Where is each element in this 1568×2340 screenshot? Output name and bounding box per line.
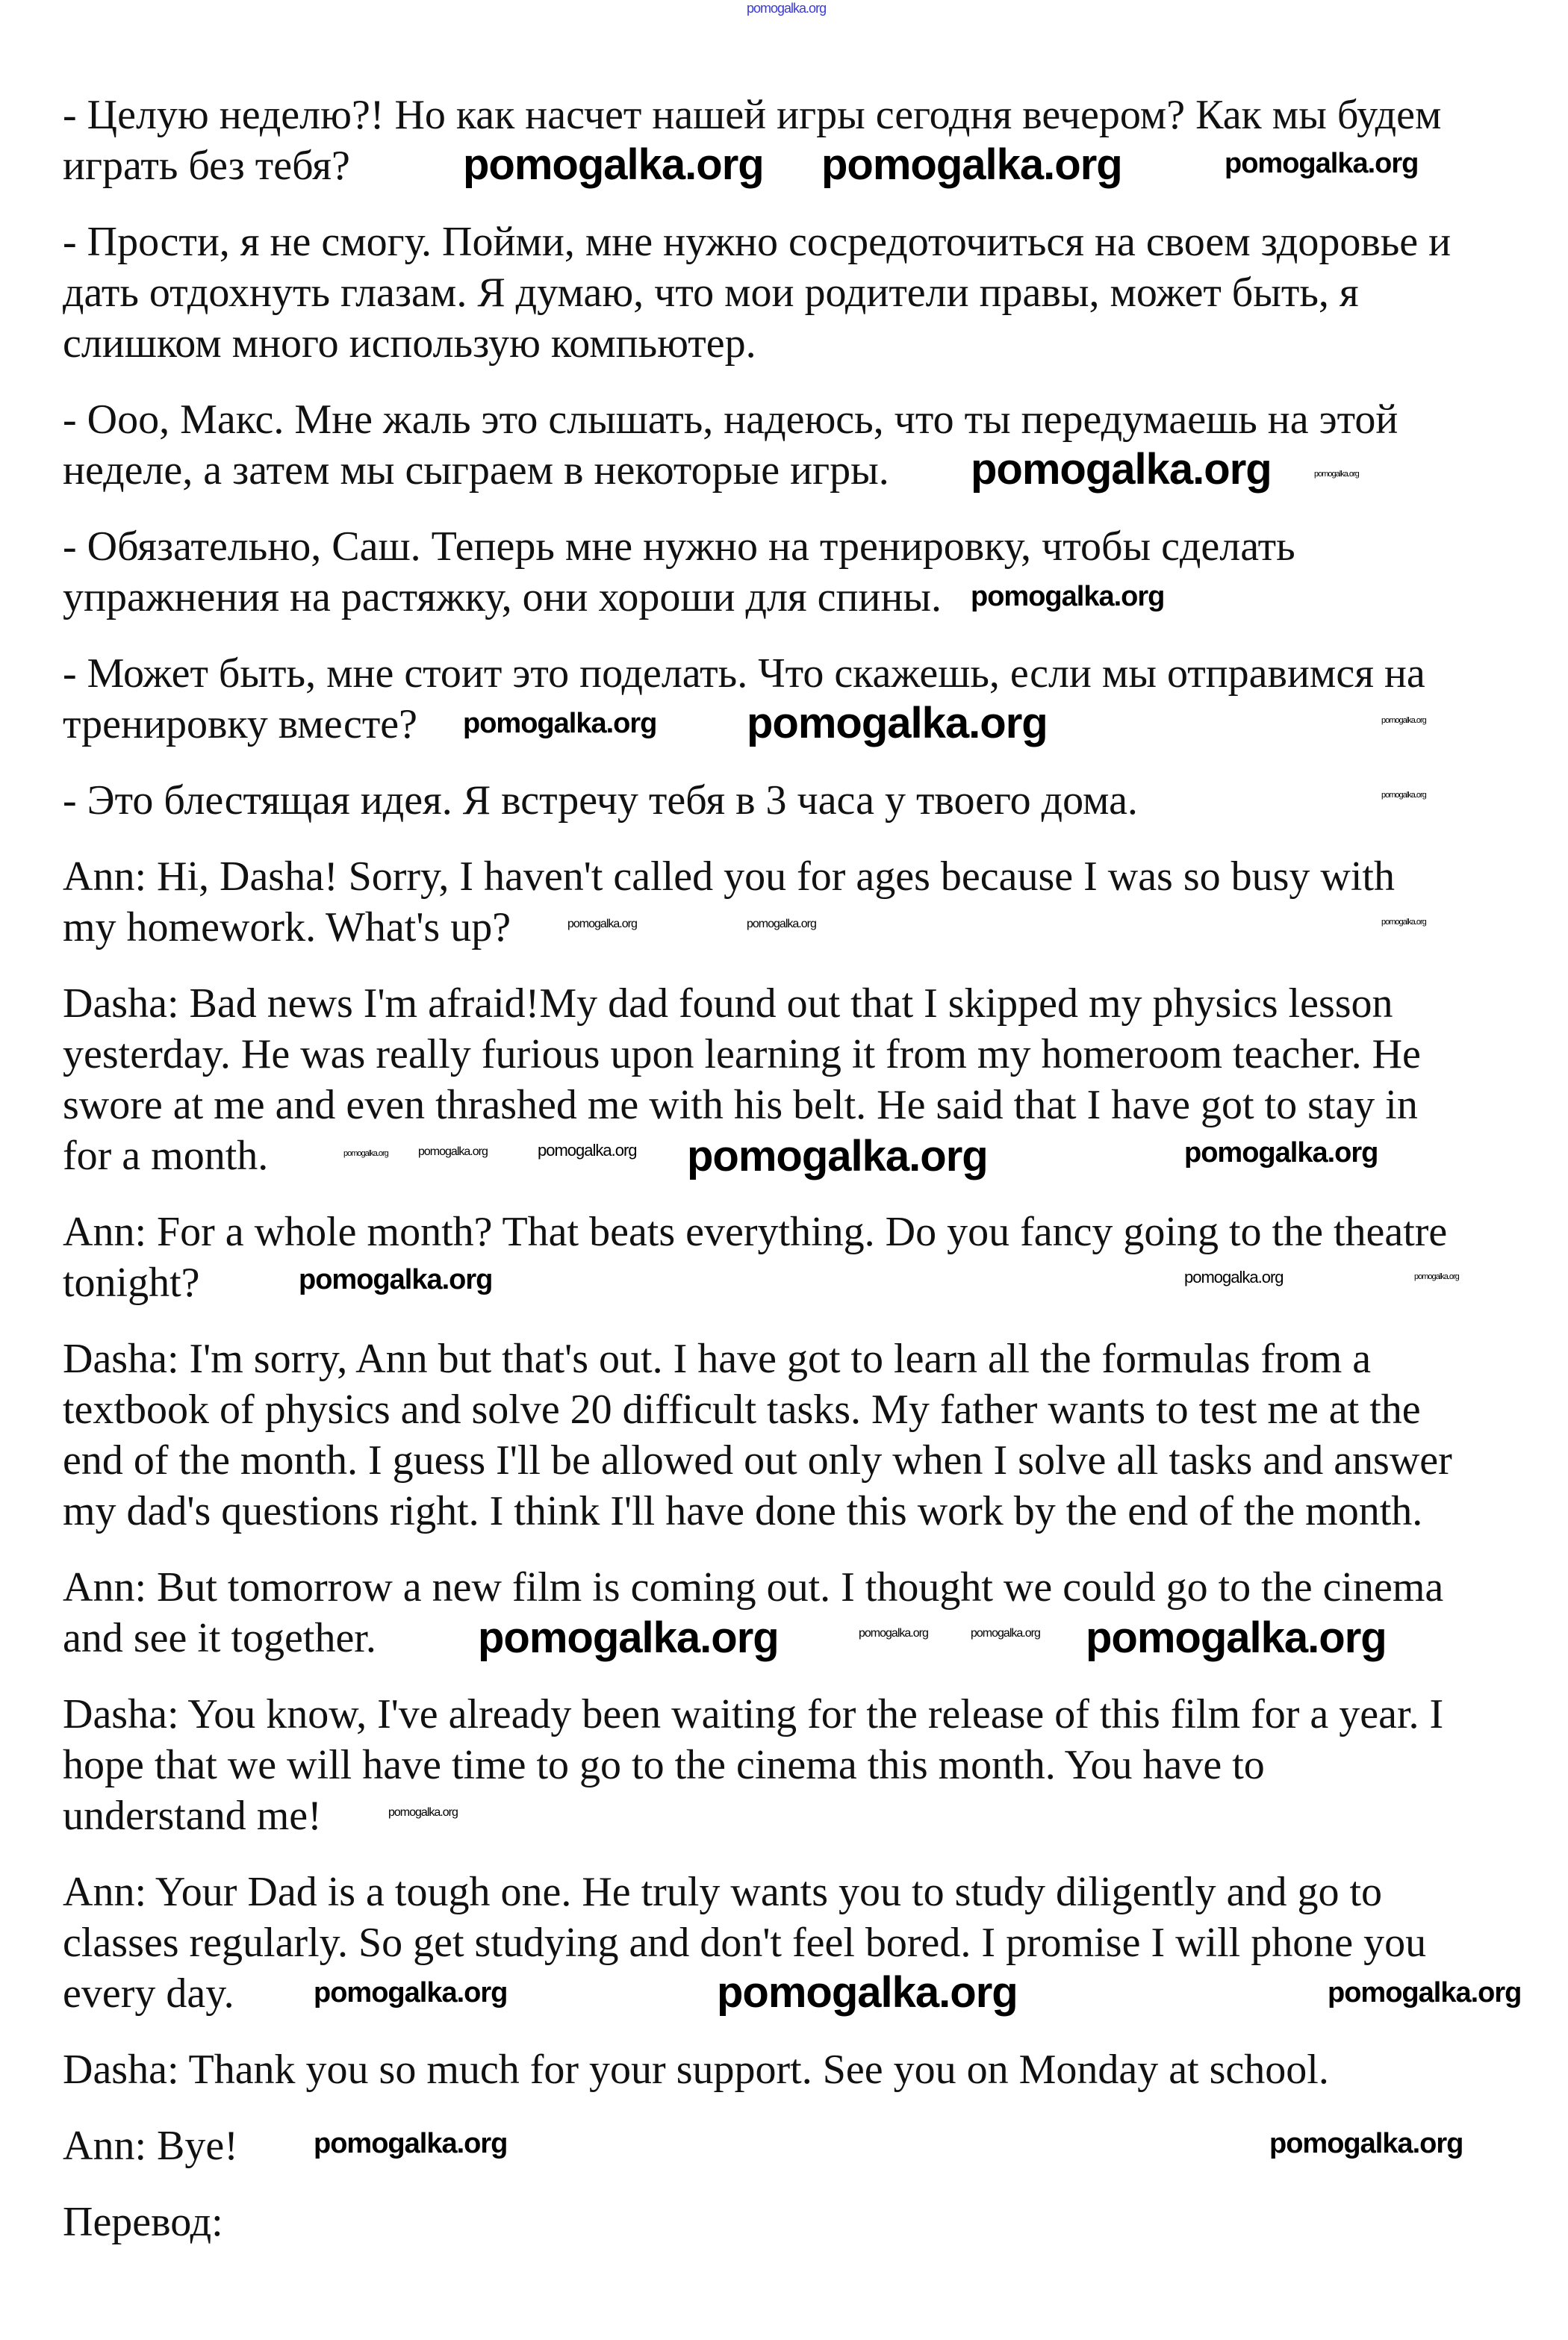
watermark: pomogalka.org bbox=[1328, 1977, 1522, 2008]
text-line: and see it together. bbox=[63, 1615, 376, 1661]
watermark: pomogalka.org bbox=[821, 140, 1122, 189]
watermark: pomogalka.org bbox=[538, 1141, 637, 1160]
paragraph bbox=[63, 851, 1556, 953]
watermark: pomogalka.org bbox=[314, 2128, 508, 2159]
watermark: pomogalka.org bbox=[388, 1806, 458, 1819]
text-line: for a month. bbox=[63, 1133, 269, 1179]
text-line: Ann: Your Dad is a tough one. He truly wants you to study diligently and go to bbox=[63, 1869, 1383, 1915]
watermark: pomogalka.org bbox=[1086, 1614, 1387, 1662]
watermark: pomogalka.org bbox=[463, 708, 657, 739]
text-line: Перевод: bbox=[63, 2199, 223, 2245]
watermark: pomogalka.org bbox=[971, 581, 1165, 612]
watermark: pomogalka.org bbox=[1381, 716, 1426, 725]
document-body bbox=[63, 90, 1556, 2273]
text-line: Dasha: I'm sorry, Ann but that's out. I have got to learn all the formulas from a bbox=[63, 1336, 1372, 1382]
text-line: tonight? bbox=[63, 1260, 200, 1306]
paragraph bbox=[63, 2044, 1556, 2095]
text-line: тренировку вместе? bbox=[63, 701, 418, 747]
text-line: - Может быть, мне стоит это поделать. Что скажешь, если мы отправимся на bbox=[63, 650, 1425, 697]
watermark: pomogalka.org bbox=[567, 918, 637, 930]
text-line: Dasha: Bad news I'm afraid!My dad found out that I skipped my physics lesson bbox=[63, 980, 1393, 1027]
text-line: Ann: But tomorrow a new film is coming out. I thought we could go to the cinema bbox=[63, 1564, 1444, 1611]
text-line: understand me! bbox=[63, 1793, 322, 1839]
text-line: - Ооо, Макс. Мне жаль это слышать, надеюсь, что ты передумаешь на этой bbox=[63, 396, 1399, 443]
watermark: pomogalka.org bbox=[1225, 148, 1419, 179]
watermark: pomogalka.org bbox=[478, 1614, 779, 1662]
text-line: hope that we will have time to go to the cinema this month. You have to bbox=[63, 1742, 1265, 1788]
text-line: Ann: Bye! bbox=[63, 2123, 238, 2169]
text-line: играть без тебя? bbox=[63, 143, 350, 189]
watermark: pomogalka.org bbox=[1184, 1268, 1284, 1286]
paragraph bbox=[63, 775, 1556, 826]
text-line: swore at me and even thrashed me with his belt. He said that I have got to stay in bbox=[63, 1082, 1418, 1128]
watermark: pomogalka.org bbox=[747, 918, 816, 930]
watermark: pomogalka.org bbox=[717, 1968, 1018, 2017]
text-line: textbook of physics and solve 20 difficult tasks. My father wants to test me at the bbox=[63, 1387, 1421, 1433]
watermark: pomogalka.org bbox=[747, 699, 1048, 747]
text-line: my homework. What's up? bbox=[63, 904, 511, 950]
watermark: pomogalka.org bbox=[971, 1627, 1040, 1640]
text-line: - Это блестящая идея. Я встречу тебя в 3 часа у твоего дома. bbox=[63, 777, 1138, 824]
watermark: pomogalka.org bbox=[687, 1132, 988, 1180]
text-line: Ann: Hi, Dasha! Sorry, I haven't called you for ages because I was so busy with bbox=[63, 853, 1395, 900]
paragraph bbox=[63, 1334, 1556, 1537]
watermark: pomogalka.org bbox=[463, 140, 764, 189]
watermark: pomogalka.org bbox=[418, 1145, 488, 1158]
site-link[interactable]: pomogalka.org bbox=[747, 1, 827, 16]
paragraph bbox=[63, 2197, 1556, 2247]
paragraph bbox=[63, 394, 1556, 496]
watermark: pomogalka.org bbox=[343, 1149, 388, 1158]
watermark: pomogalka.org bbox=[299, 1264, 493, 1295]
text-line: упражнения на растяжку, они хороши для спины. bbox=[63, 574, 942, 620]
text-line: my dad's questions right. I think I'll have done this work by the end of the month. bbox=[63, 1488, 1423, 1534]
text-line: classes regularly. So get studying and don't feel bored. I promise I will phone you bbox=[63, 1920, 1427, 1966]
text-line: yesterday. He was really furious upon learning it from my homeroom teacher. He bbox=[63, 1031, 1421, 1077]
text-line: - Обязательно, Саш. Теперь мне нужно на тренировку, чтобы сделать bbox=[63, 523, 1295, 570]
text-line: Dasha: You know, I've already been waiting for the release of this film for a year. I bbox=[63, 1691, 1444, 1737]
watermark: pomogalka.org bbox=[1381, 918, 1426, 927]
watermark: pomogalka.org bbox=[314, 1977, 508, 2008]
text-line: дать отдохнуть глазам. Я думаю, что мои родители правы, может быть, я bbox=[63, 270, 1359, 316]
paragraph bbox=[63, 1207, 1556, 1308]
watermark: pomogalka.org bbox=[1269, 2128, 1463, 2159]
text-line: - Прости, я не смогу. Пойми, мне нужно сосредоточиться на своем здоровье и bbox=[63, 219, 1452, 265]
watermark: pomogalka.org bbox=[1414, 1272, 1459, 1281]
text-line: every day. bbox=[63, 1970, 234, 2017]
text-line: end of the month. I guess I'll be allowed out only when I solve all tasks and answer bbox=[63, 1437, 1452, 1484]
watermark: pomogalka.org bbox=[859, 1627, 928, 1640]
paragraph bbox=[63, 521, 1556, 623]
text-line: Dasha: Thank you so much for your support. See you on Monday at school. bbox=[63, 2047, 1329, 2093]
text-line: Ann: For a whole month? That beats everything. Do you fancy going to the theatre bbox=[63, 1209, 1448, 1255]
watermark: pomogalka.org bbox=[971, 445, 1272, 494]
paragraph bbox=[63, 217, 1556, 369]
text-line: слишком много использую компьютер. bbox=[63, 320, 756, 367]
paragraph bbox=[63, 1689, 1556, 1841]
text-line: неделе, а затем мы сыграем в некоторые игры. bbox=[63, 447, 889, 494]
watermark: pomogalka.org bbox=[1381, 791, 1426, 800]
text-line: - Целую неделю?! Но как насчет нашей игры сегодня вечером? Как мы будем bbox=[63, 92, 1442, 138]
watermark: pomogalka.org bbox=[1184, 1137, 1378, 1169]
watermark: pomogalka.org bbox=[1314, 470, 1359, 479]
